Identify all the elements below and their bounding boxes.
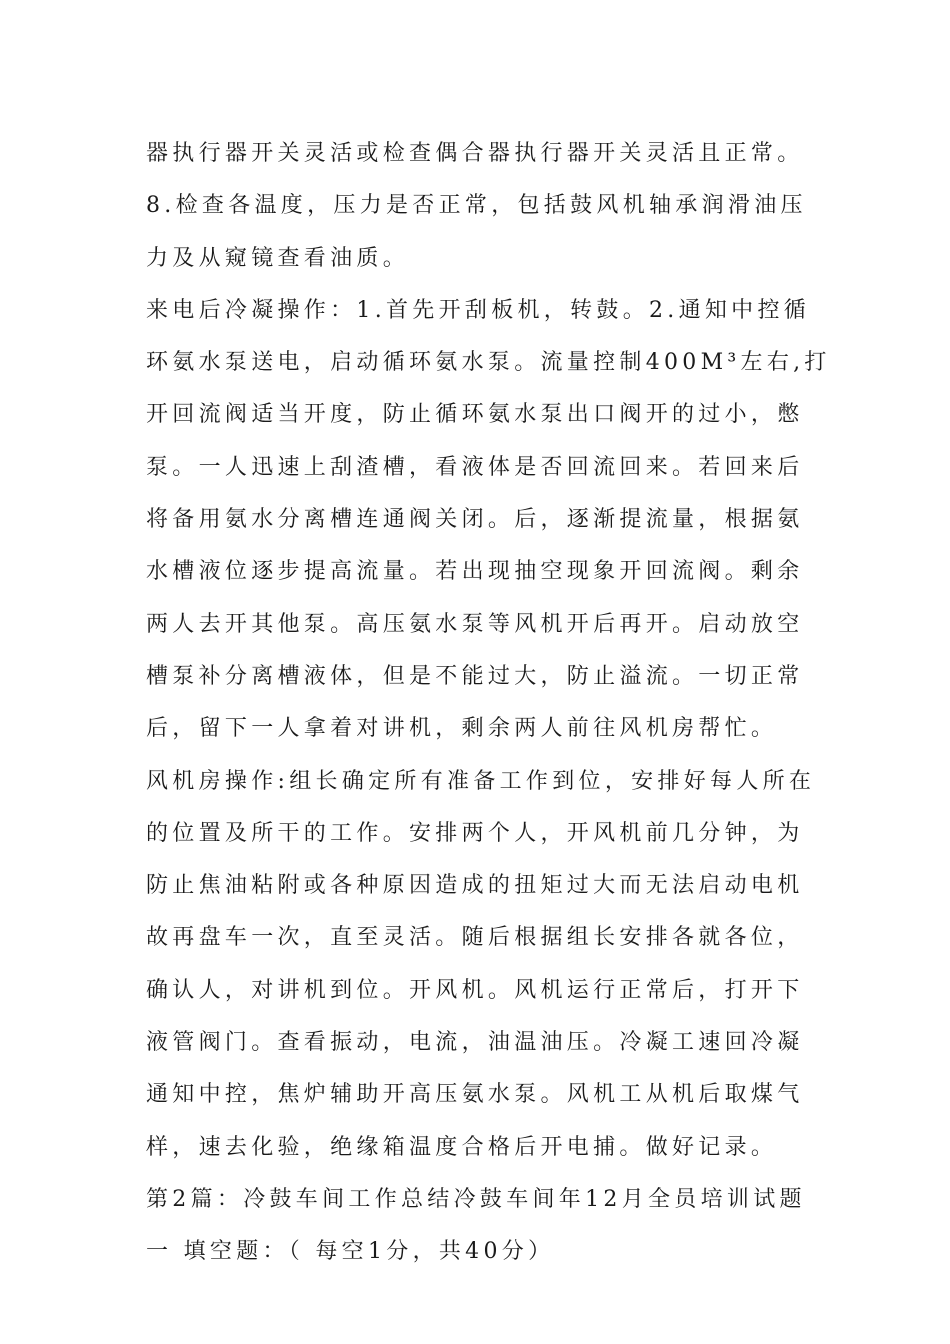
document-body	[146, 128, 831, 1279]
text-line: 开回流阀适当开度，防止循环氨水泵出口阀开的过小，憋	[146, 402, 804, 428]
text-line: 泵。一人迅速上刮渣槽，看液体是否回流回来。若回来后	[146, 454, 804, 480]
text-line: 来电后冷凝操作：1.首先开刮板机，转鼓。2.通知中控循	[146, 297, 811, 323]
text-line: 水槽液位逐步提高流量。若出现抽空现象开回流阀。剩余	[146, 559, 804, 585]
text-line: 故再盘车一次，直至灵活。随后根据组长安排各就各位，	[146, 925, 804, 951]
text-line: 后，留下一人拿着对讲机，剩余两人前往风机房帮忙。	[146, 716, 778, 742]
text-line: 器执行器开关灵活或检查偶合器执行器开关灵活且正常。	[146, 141, 804, 166]
text-line: 防止焦油粘附或各种原因造成的扭矩过大而无法启动电机	[146, 873, 804, 899]
text-line: 一 填空题：（ 每空1分，共40分）	[146, 1239, 555, 1265]
text-line: 力及从窥镜查看油质。	[146, 245, 410, 271]
text-line: 第2篇：冷鼓车间工作总结冷鼓车间年12月全员培训试题	[146, 1186, 806, 1212]
text-line: 环氨水泵送电，启动循环氨水泵。流量控制400M³左右,打	[146, 350, 831, 376]
text-line: 确认人，对讲机到位。开风机。风机运行正常后，打开下	[146, 977, 804, 1003]
text-line: 8.检查各温度，压力是否正常，包括鼓风机轴承润滑油压	[146, 193, 807, 219]
text-line: 两人去开其他泵。高压氨水泵等风机开后再开。启动放空	[146, 611, 804, 637]
text-line: 风机房操作:组长确定所有准备工作到位，安排好每人所在	[146, 768, 816, 794]
text-line: 通知中控，焦炉辅助开高压氨水泵。风机工从机后取煤气	[146, 1082, 804, 1108]
text-line: 将备用氨水分离槽连通阀关闭。后，逐渐提流量，根据氨	[146, 507, 804, 533]
text-line: 样，速去化验，绝缘箱温度合格后开电捕。做好记录。	[146, 1134, 778, 1160]
text-line: 槽泵补分离槽液体，但是不能过大，防止溢流。一切正常	[146, 663, 804, 689]
text-line: 液管阀门。查看振动，电流，油温油压。冷凝工速回冷凝	[146, 1030, 804, 1056]
text-line: 的位置及所干的工作。安排两个人，开风机前几分钟，为	[146, 820, 804, 846]
